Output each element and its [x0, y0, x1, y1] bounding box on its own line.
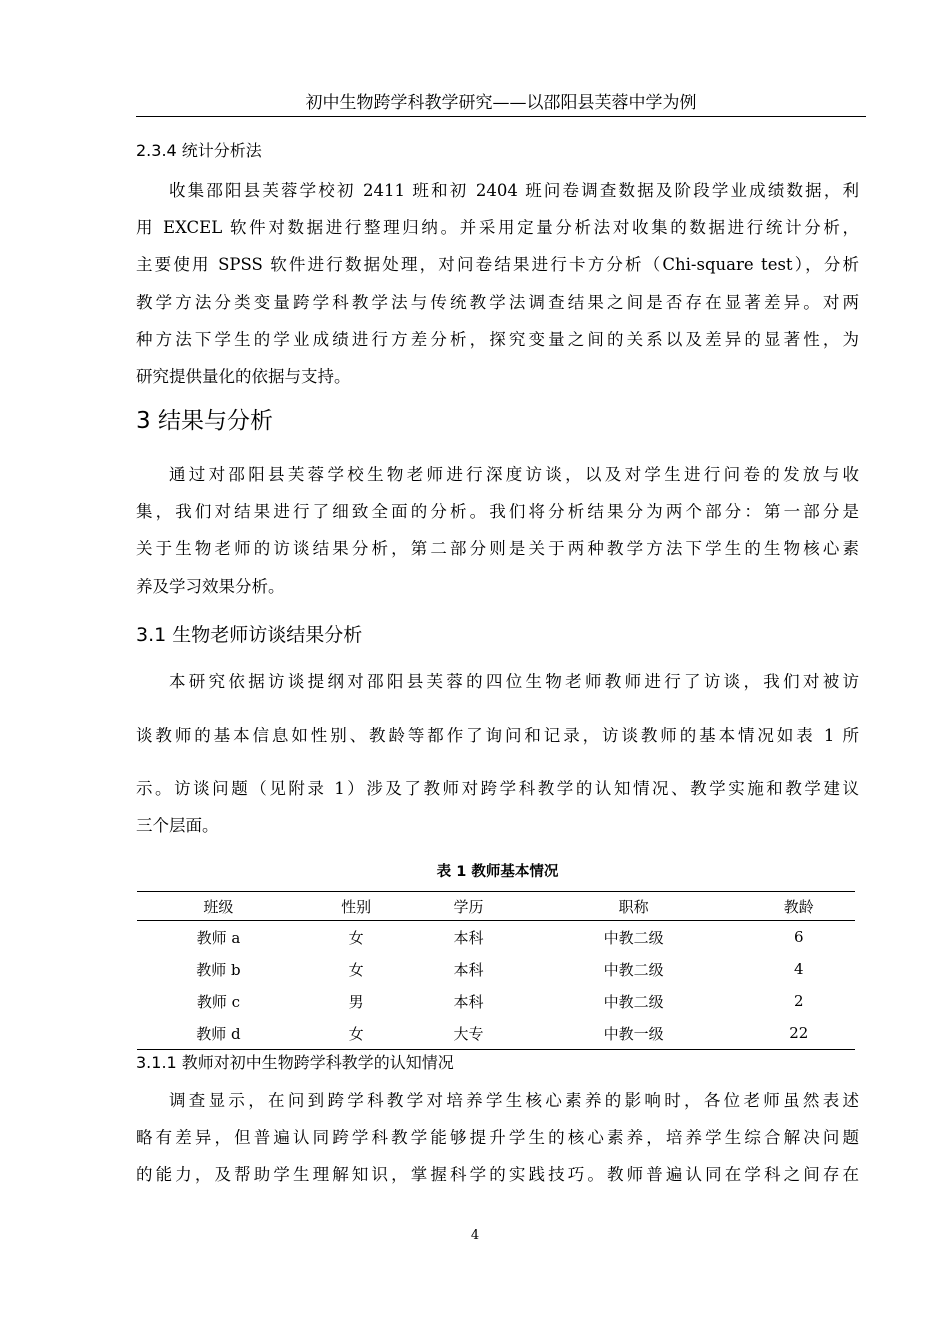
paragraph-line: 的能力，及帮助学生理解知识，掌握科学的实践技巧。教师普遍认同在学科之间存在 [136, 1165, 859, 1185]
paragraph-line: 示。访谈问题（见附录 1）涉及了教师对跨学科教学的认知情况、教学实施和教学建议 [136, 779, 859, 798]
section-heading-2-3-4: 2.3.4 统计分析法 [136, 141, 262, 160]
paragraph-interview [136, 670, 859, 837]
table-cell: 女 [300, 1017, 412, 1050]
table-cell: 教师 c [196, 992, 241, 1011]
table-cell: 男 [348, 992, 364, 1011]
paragraph-line: 通过对邵阳县芙蓉学校生物老师进行深度访谈，以及对学生进行问卷的发放与收 [169, 465, 859, 484]
paragraph-line: 本研究依据访谈提纲对邵阳县芙蓉的四位生物老师教师进行了访谈，我们对被访 [169, 672, 859, 691]
table-cell: 女 [348, 928, 364, 947]
table-cell: 6 [793, 928, 804, 946]
paragraph-line: 关于生物老师的访谈结果分析，第二部分则是关于两种教学方法下学生的生物核心素 [136, 539, 859, 559]
table-cell: 中教二级 [603, 960, 664, 979]
table-cell: 教师 a [196, 928, 241, 947]
paragraph-results-intro [136, 456, 859, 605]
table-row [137, 953, 855, 985]
table-cell: 中教二级 [603, 992, 664, 1011]
paragraph-line: 教学方法分类变量跨学科教学法与传统教学法调查结果之间是否存在显著差异。对两 [136, 292, 859, 312]
paragraph-line: 集，我们对结果进行了细致全面的分析。我们将分析结果分为两个部分：第一部分是 [136, 502, 859, 522]
table-cell: 本科 [453, 992, 484, 1011]
table-row [137, 1017, 855, 1050]
paragraph-line: 主要使用 SPSS 软件进行数据处理，对问卷结果进行卡方分析（Chi-square test），分析 [136, 255, 859, 275]
table-cell: 大专 [412, 1017, 524, 1050]
column-header: 教龄 [743, 892, 855, 921]
table-cell: 中教二级 [603, 928, 664, 947]
section-heading-3: 3 结果与分析 [136, 408, 273, 434]
paragraph-statistics [136, 172, 859, 395]
paragraph-line: 养及学习效果分析。 [136, 576, 285, 596]
table-row [137, 985, 855, 1017]
table-cell: 22 [743, 1017, 855, 1050]
running-header: 初中生物跨学科教学研究——以邵阳县芙蓉中学为例 [136, 92, 866, 117]
table-cell: 本科 [453, 960, 484, 979]
section-heading-3-1: 3.1 生物老师访谈结果分析 [136, 624, 363, 646]
paragraph-line: 谈教师的基本信息如性别、教龄等都作了询问和记录，访谈教师的基本情况如表 1 所 [136, 726, 859, 745]
paragraph-line: 三个层面。 [136, 816, 219, 835]
column-header: 班级 [137, 892, 300, 921]
paragraph-line: 种方法下学生的学业成绩进行方差分析，探究变量之间的关系以及差异的显著性，为 [136, 329, 859, 349]
table-caption: 表 1 教师基本情况 [436, 864, 559, 880]
table-cell: 2 [793, 992, 804, 1010]
column-header: 学历 [412, 892, 524, 921]
table-cell: 中教一级 [525, 1017, 743, 1050]
table-row [137, 921, 855, 954]
table-cell: 女 [348, 960, 364, 979]
table-cell: 本科 [453, 928, 484, 947]
paragraph-line: 略有差异，但普遍认同跨学科教学能够提升学生的核心素养，培养学生综合解决问题 [136, 1128, 859, 1148]
teacher-info-table [137, 891, 855, 1050]
table-header-row [137, 892, 855, 921]
paragraph-line: 调查显示，在问到跨学科教学对培养学生核心素养的影响时，各位老师虽然表述 [169, 1091, 859, 1110]
table-cell: 教师 d [137, 1017, 300, 1050]
paragraph-cognition [136, 1082, 859, 1194]
paragraph-line: 用 EXCEL 软件对数据进行整理归纳。并采用定量分析法对收集的数据进行统计分析， [136, 218, 859, 238]
page-number: 4 [470, 1228, 480, 1243]
paragraph-line: 收集邵阳县芙蓉学校初 2411 班和初 2404 班问卷调查数据及阶段学业成绩数据，利 [169, 181, 859, 200]
column-header: 职称 [525, 892, 743, 921]
column-header: 性别 [300, 892, 412, 921]
table-cell: 教师 b [196, 960, 241, 979]
paragraph-line: 研究提供量化的依据与支持。 [136, 367, 351, 387]
table-cell: 4 [793, 960, 804, 978]
section-heading-3-1-1: 3.1.1 教师对初中生物跨学科教学的认知情况 [136, 1053, 454, 1072]
